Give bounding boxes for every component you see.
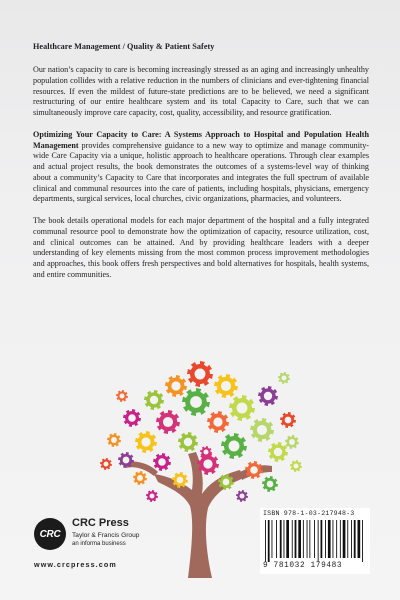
gear-icon: [268, 442, 288, 462]
gear-icon: [262, 476, 278, 492]
publisher-group: Taylor & Francis Group: [72, 532, 140, 539]
crc-press-logo: CRC: [34, 518, 66, 550]
gear-icon: [280, 412, 296, 428]
gear-icon: [100, 458, 112, 470]
gear-icon: [123, 409, 141, 427]
publisher-url[interactable]: www.crcpress.com: [34, 560, 117, 569]
gear-icon: [258, 386, 278, 406]
gear-icon: [285, 435, 299, 449]
gear-icon: [207, 411, 229, 433]
isbn-barcode: [263, 520, 367, 562]
publisher-name: CRC Press: [72, 517, 129, 529]
gear-icon: [221, 433, 247, 459]
gear-icon: [107, 433, 121, 447]
gear-icon: [290, 460, 302, 472]
blurb-paragraph-3: [33, 216, 369, 281]
book-title-inline: Optimizing Your Capacity to Care: A Systems Approach to Hospital and Population Health Management: [33, 129, 369, 150]
blurb-text: provides comprehensive guidance to a new way to optimize and manage community-wide Care Capacity via a unique, holistic approach to healthcare operations. Through clear examples and actual project results, the book demonstrates the outcomes of a systems-level way of thinking about a community’s Capacity to Care that incorporates and integrates the full spectrum of available clinical and communal resources into the care of patients, including hospitals, physicians, emergency departments, surgical services, local churches, civic organizations, pharmacies, and volunteers.: [33, 140, 369, 204]
gear-icon: [245, 461, 263, 479]
gear-icon: [236, 490, 248, 502]
publisher-block: [30, 516, 190, 578]
gear-icon: [278, 372, 290, 384]
blurb-paragraph-1: [33, 65, 369, 119]
cover-text: [33, 42, 369, 292]
publisher-informa: an informa business: [72, 541, 126, 547]
gear-icon: [187, 361, 213, 387]
gear-icon: [229, 395, 255, 421]
gear-icon: [182, 388, 210, 416]
blurb-text: Our nation’s capacity to care is becoming increasingly stressed as an aging and increasingly unhealthy population collides with a relative reduction in the numbers of clinicians and ever-tightening financial resources. If even the mildest of future-state predictions are to be believed, we need a significant restructuring of our entire healthcare system and its total Capacity to Care, such that we can simultaneously improve care capacity, cost, quality, accessibility, and resource gratification.: [33, 65, 369, 117]
isbn-label: ISBN 978-1-03-217948-3: [263, 510, 355, 517]
gear-icon: [172, 472, 188, 488]
gear-icon: [144, 390, 164, 410]
gear-icon: [165, 375, 187, 397]
gear-icon: [156, 410, 180, 434]
gear-icon: [153, 453, 171, 471]
barcode-digits: 9 781032 179483: [263, 562, 343, 570]
gear-icon: [146, 490, 158, 502]
blurb-paragraph-2: [33, 130, 369, 205]
gear-icon: [133, 471, 147, 485]
blurb-text: The book details operational models for each major department of the hospital and a fully integrated communal resource pool to demonstrate how the optimization of capacity, resource utilization, cost, and clinical outcomes can be attained. And by providing healthcare leaders with a deeper understanding of key elements missing from the most common process improvement methodologies and approaches, this book offers fresh perspectives and bold alternatives for hospitals, health systems, and entire communities.: [33, 216, 369, 279]
gear-icon: [250, 418, 274, 442]
gear-icon: [135, 431, 157, 453]
gear-icon: [116, 390, 128, 402]
gear-icon: [218, 474, 234, 490]
isbn-barcode-block: [260, 508, 370, 574]
gear-icon: [214, 374, 238, 398]
subject-category: Healthcare Management / Quality & Patient Safety: [33, 42, 215, 51]
gear-icon: [178, 432, 198, 452]
